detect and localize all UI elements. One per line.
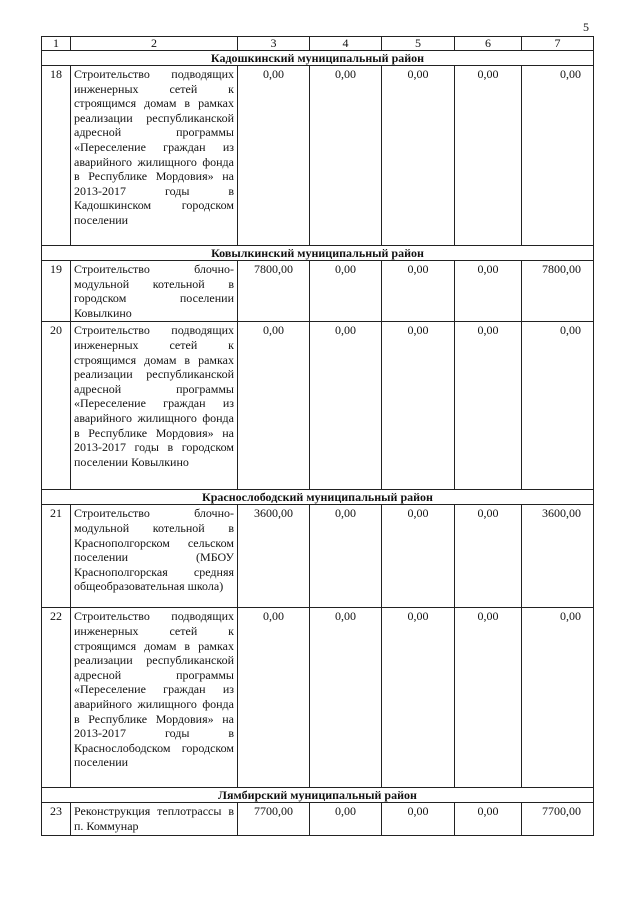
section-header-row — [42, 788, 594, 803]
value-cell: 0,00 — [522, 66, 594, 246]
section-title: Кадошкинский муниципальный район — [42, 51, 594, 66]
value-cell: 0,00 — [455, 261, 522, 322]
value-cell: 7800,00 — [522, 261, 594, 322]
value-cell: 0,00 — [310, 66, 382, 246]
row-description: Строительство подводящих инженерных сетей к строящимся домам в рамках реализации республиканской адресной программы «Переселение граждан из аварийного жилищного фонда в Республике Мордовия» на 2013-2017 годы в городском поселении Ковылкино — [71, 322, 238, 490]
row-description: Строительство блочно-модульной котельной в Краснополгорском сельском поселении (МБОУ Краснополгорская средняя общеобразовательная школа) — [71, 505, 238, 608]
value-cell: 0,00 — [522, 608, 594, 788]
value-cell: 0,00 — [455, 505, 522, 608]
section-title: Лямбирский муниципальный район — [42, 788, 594, 803]
value-cell: 0,00 — [382, 505, 455, 608]
value-cell: 0,00 — [382, 803, 455, 835]
value-cell: 0,00 — [455, 608, 522, 788]
table-row — [42, 505, 594, 608]
table-row — [42, 608, 594, 788]
value-cell: 7800,00 — [238, 261, 310, 322]
row-number: 23 — [42, 803, 71, 835]
column-header: 3 — [238, 37, 310, 51]
value-cell: 3600,00 — [238, 505, 310, 608]
section-header-row — [42, 246, 594, 261]
value-cell: 0,00 — [455, 322, 522, 490]
value-cell: 0,00 — [455, 66, 522, 246]
column-header: 6 — [455, 37, 522, 51]
column-header: 1 — [42, 37, 71, 51]
value-cell: 0,00 — [310, 261, 382, 322]
value-cell: 7700,00 — [238, 803, 310, 835]
value-cell: 0,00 — [310, 608, 382, 788]
value-cell: 0,00 — [310, 322, 382, 490]
value-cell: 0,00 — [238, 66, 310, 246]
budget-table — [41, 36, 594, 836]
column-header: 2 — [71, 37, 238, 51]
row-number: 21 — [42, 505, 71, 608]
value-cell: 0,00 — [382, 322, 455, 490]
row-description: Строительство блочно-модульной котельной в городском поселении Ковылкино — [71, 261, 238, 322]
column-header: 7 — [522, 37, 594, 51]
value-cell: 0,00 — [238, 608, 310, 788]
row-description: Строительство подводящих инженерных сетей к строящимся домам в рамках реализации республиканской адресной программы «Переселение граждан из аварийного жилищного фонда в Республике Мордовия» на 2013-2017 годы в Краснослободском городском поселении — [71, 608, 238, 788]
row-number: 20 — [42, 322, 71, 490]
row-number: 18 — [42, 66, 71, 246]
row-description: Реконструкция теплотрассы в п. Коммунар — [71, 803, 238, 835]
value-cell: 0,00 — [455, 803, 522, 835]
value-cell: 0,00 — [382, 608, 455, 788]
row-number: 19 — [42, 261, 71, 322]
table-row — [42, 803, 594, 835]
section-header-row — [42, 51, 594, 66]
column-number-row — [42, 37, 594, 51]
value-cell: 0,00 — [382, 66, 455, 246]
section-title: Краснослободский муниципальный район — [42, 490, 594, 505]
column-header: 4 — [310, 37, 382, 51]
value-cell: 0,00 — [522, 322, 594, 490]
row-description: Строительство подводящих инженерных сетей к строящимся домам в рамках реализации республиканской адресной программы «Переселение граждан из аварийного жилищного фонда в Республике Мордовия» на 2013-2017 годы в Кадошкинском городском поселении — [71, 66, 238, 246]
row-number: 22 — [42, 608, 71, 788]
page-number: 5 — [583, 20, 589, 34]
value-cell: 0,00 — [382, 261, 455, 322]
table-row — [42, 66, 594, 246]
section-header-row — [42, 490, 594, 505]
value-cell: 7700,00 — [522, 803, 594, 835]
value-cell: 0,00 — [238, 322, 310, 490]
table-row — [42, 322, 594, 490]
value-cell: 3600,00 — [522, 505, 594, 608]
table-row — [42, 261, 594, 322]
value-cell: 0,00 — [310, 803, 382, 835]
section-title: Ковылкинский муниципальный район — [42, 246, 594, 261]
column-header: 5 — [382, 37, 455, 51]
value-cell: 0,00 — [310, 505, 382, 608]
